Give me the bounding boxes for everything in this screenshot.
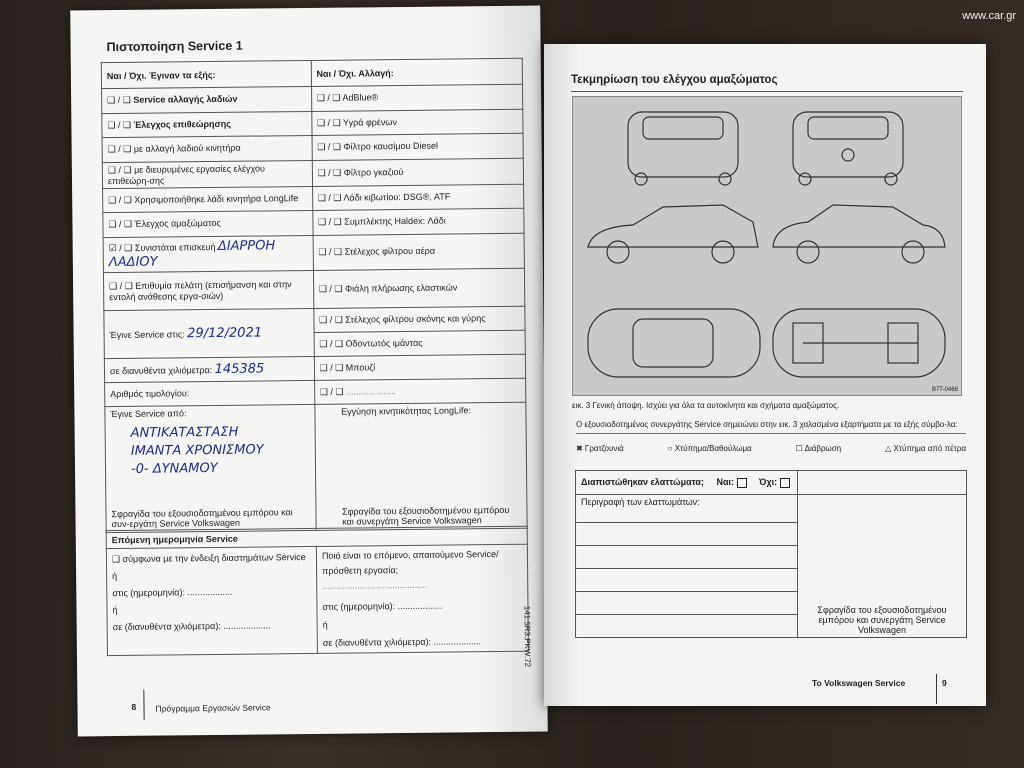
car-rear-view [628,112,738,185]
no-checkbox[interactable] [780,478,790,488]
replacement-item: ❑ / ❑ Στέλεχος φίλτρου αέρα [313,233,525,270]
legend-corrosion: ☐ Διάβρωση [795,444,842,453]
page-number: 9 [942,678,947,688]
defects-description-label: Περιγραφή των ελαττωμάτων: [576,495,798,523]
yes-no-checkbox[interactable]: ❑ / ❑ [318,216,342,228]
replacement-item: ❑ / ❑ Υγρά φρένων [311,109,523,136]
col2-header: Ναι / Όχι. Αλλαγή: [311,58,523,86]
serviced-by-cell: Έγινε Service από: ΑΝΤΙΚΑΤΑΣΤΑΣΗ ΙΜΑΝΤΑ ΧΡΟΝΙΣΜΟΥ -0- ΔΥΝΑΜΟΥ Σφραγίδα του εξουσιοδοτημένου εμπόρου και συν-εργάτη Service Volkswagen [105,404,316,532]
km-cell: σε διανυθέντα χιλιόμετρα: 145385 [104,356,314,382]
replacement-item: ❑ / ❑ Φίλτρο γκαζιού [312,158,524,186]
yes-no-checkbox[interactable]: ❑ / ❑ [316,117,341,128]
legend-scratch: ✖ Γρατζουνιά [576,444,624,453]
service-item: ❑ / ❑ Έλεγχος αμαξώματος [103,210,313,237]
car-front-view [793,112,903,185]
yes-no-checkbox[interactable]: ❑ / ❑ [318,283,343,294]
description-line[interactable] [576,546,798,569]
car-side-right-view [773,205,945,263]
service-table [101,58,528,533]
legend-dent: ○ Χτύπημα/Βαθούλωμα [667,444,752,453]
defects-question: Διαπιστώθηκαν ελαττώματα; Ναι: Όχι: [576,471,798,495]
next-service-right: Ποιό είναι το επόμενο, απαιτούμενο Service/ πρόσθετη εργασία; .......................................... στις (ημερομηνία): .................. ή σε (διανυθέντα χιλιόμετρα): ................... [316,544,528,653]
footer-title: Πρόγραμμα Εργασιών Service [155,702,271,714]
repair-handwriting: ΔΙΑΡΡΟΗ ΛΑΔΙΟΥ [108,237,276,270]
car-body-diagram [572,96,962,396]
yes-no-checkbox[interactable]: ☑ / ❑ [108,242,133,253]
list-item: ❑ / ❑ Μπουζί [314,354,526,380]
left-page [70,6,548,737]
next-service-left: ❑ σύμφωνα με την ένδειξη διαστημάτων Service ή στις (ημερομηνία): .................. ή σε (διανυθέντα χιλιόμετρα): ................... [106,546,317,655]
yes-no-checkbox[interactable]: ❑ / ❑ [109,280,133,291]
yes-no-checkbox[interactable]: ❑ / ❑ [108,194,132,205]
list-item: ❑ / ❑ Οδοντωτός ιμάντας [314,330,526,356]
km-value: 145385 [214,360,265,377]
list-item: ❑ / ❑ .................... [314,378,526,404]
next-service-title: Επόμενη ημερομηνία Service [106,526,527,548]
description-line[interactable] [576,523,798,546]
serviced-by-handwriting: ΑΝΤΙΚΑΤΑΣΤΑΣΗ ΙΜΑΝΤΑ ΧΡΟΝΙΣΜΟΥ -0- ΔΥΝΑΜΟΥ [130,424,264,477]
replacement-item: ❑ / ❑ Φίλτρο καυσίμου Diesel [312,133,524,160]
yes-no-checkbox[interactable]: ❑ / ❑ [107,164,132,175]
yes-no-checkbox[interactable]: ❑ / ❑ [107,95,131,106]
page-title: Τεκμηρίωση του ελέγχου αμαξώματος [571,74,778,86]
service-item: ❑ / ❑ Χρησιμοποιήθηκε λάδι κινητήρα LongLife [103,186,313,213]
footer-title: Το Volkswagen Service [812,678,906,688]
page-number: 8 [131,701,137,712]
car-underside-view [773,309,945,377]
replacement-item: ❑ / ❑ Φιάλη πλήρωσης ελαστικών [313,268,525,308]
replacement-item: ❑ / ❑ Λάδι κιβωτίου: DSG®, ATF [312,184,524,211]
yes-no-checkbox[interactable]: ❑ / ❑ [107,144,132,155]
description-line[interactable] [576,569,798,592]
car-side-left-view [588,205,758,263]
service-item: ❑ / ❑ Έλεγχος επιθεώρησης [102,111,312,138]
service-item: ❑ / ❑ Επιθυμία πελάτη (επισήμανση και στην εντολή ανάθεσης εργα-σιών) [103,270,313,310]
invoice-label: Αριθμός τιμολογίου: [105,380,315,406]
yes-no-checkbox[interactable]: ❑ / ❑ [317,192,342,203]
service-item: ❑ / ❑ Service αλλαγής λαδιών [102,86,312,113]
damage-legend [576,444,966,453]
description-line[interactable] [576,592,798,615]
table-row [103,268,524,310]
figure-caption: εικ. 3 Γενική άποψη. Ισχύει για όλα τα αυτοκίνητα και σχήματα αμαξώματος. [572,401,840,410]
description-line[interactable] [576,615,798,638]
yes-checkbox[interactable] [737,478,747,488]
yes-no-checkbox[interactable]: ❑ / ❑ [317,167,342,178]
stamp-area: Σφραγίδα του εξουσιοδοτημένου εμπόρου και συνεργάτη Service Volkswagen [798,495,967,638]
instructions: Ο εξουσιοδοτημένος συνεργάτης Service σημειώνει στην εικ. 3 χαλασμένα εξαρτήματα με τα εξής σύμβο-λα: [576,419,966,434]
table-row [103,233,524,272]
page-title: Πιστοποίηση Service 1 [106,38,243,55]
col1-header: Ναι / Όχι. Έγιναν τα εξής: [101,60,311,88]
watermark: www.car.gr [962,10,1016,22]
service-item: ❑ / ❑ με αλλαγή λαδιού κινητήρα [102,135,312,162]
legend-stone-chip: △ Χτύπημα από πέτρα [885,444,966,453]
yes-no-checkbox[interactable]: ❑ / ❑ [108,219,133,230]
next-service-table [106,526,529,656]
right-page [544,44,986,706]
service-item: ☑ / ❑ Συνιστάται επισκευή ΔΙΑΡΡΟΗ ΛΑΔΙΟΥ [103,235,313,272]
list-item: ❑ / ❑ Στέλεχος φίλτρου σκόνης και γύρης [313,306,525,332]
yes-no-checkbox[interactable]: ❑ / ❑ [316,92,341,104]
figure-code: B7T-0468 [931,387,958,393]
longlife-cell: Εγγύηση κινητικότητας LongLife: Σφραγίδα του εξουσιοδοτημένου εμπόρου και συνεργάτη Service Volkswagen [314,402,527,530]
replacement-item: ❑ / ❑ Συμπλέκτης Haldex: Λάδι [312,208,524,235]
defects-table [575,470,967,638]
yes-no-checkbox[interactable]: ❑ / ❑ [107,119,132,130]
yes-no-checkbox[interactable]: ❑ / ❑ [317,141,341,153]
service-item: ❑ / ❑ με διευρυμένες εργασίες ελέγχου επιθεώρη-σης [102,160,312,188]
service-date-cell: Έγινε Service στις: 29/12/2021 [104,308,314,358]
replacement-item: ❑ / ❑ AdBlue® [311,84,523,111]
service-date: 29/12/2021 [187,324,263,341]
side-code: 141.5R3.PKW.72 [522,605,533,668]
car-top-view [588,309,760,377]
yes-no-checkbox[interactable]: ❑ / ❑ [318,246,343,257]
